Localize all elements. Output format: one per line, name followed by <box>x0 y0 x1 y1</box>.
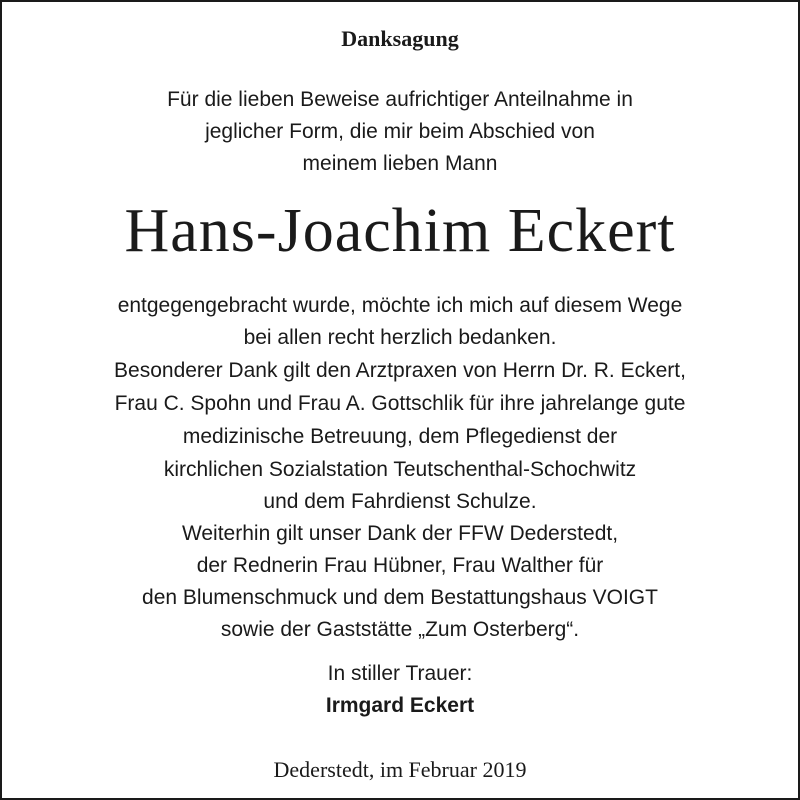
thanks-line: Weiterhin gilt unser Dank der FFW Dederstedt, <box>181 522 619 545</box>
thanks-line: medizinische Betreuung, dem Pflegedienst der <box>182 425 618 448</box>
thanks-line: bei allen recht herzlich bedanken. <box>243 326 557 349</box>
thanks-line: Frau C. Spohn und Frau A. Gottschlik für ihre jahrelange gute <box>114 392 686 415</box>
thanks-line: kirchlichen Sozialstation Teutschenthal-Schochwitz <box>163 458 637 481</box>
thanks-line: der Rednerin Frau Hübner, Frau Walther für <box>196 554 604 577</box>
intro-line: meinem lieben Mann <box>302 152 498 175</box>
thanks-line: den Blumenschmuck und dem Bestattungshaus VOIGT <box>142 586 658 609</box>
thanks-line: entgegengebracht wurde, möchte ich mich auf diesem Wege <box>117 294 683 317</box>
intro-line: Für die lieben Beweise aufrichtiger Anteilnahme in <box>167 88 633 111</box>
deceased-name: Hans-Joachim Eckert <box>124 197 676 265</box>
thanks-line: Besonderer Dank gilt den Arztpraxen von Herrn Dr. R. Eckert, <box>114 359 686 382</box>
place-date: Dederstedt, im Februar 2019 <box>273 757 527 782</box>
thanks-line: sowie der Gaststätte „Zum Osterberg“. <box>220 618 580 641</box>
thanks-line: und dem Fahrdienst Schulze. <box>263 490 537 513</box>
mourning-label: In stiller Trauer: <box>327 662 473 685</box>
heading: Danksagung <box>341 26 459 51</box>
signatory-name: Irmgard Eckert <box>325 694 475 717</box>
intro-line: jeglicher Form, die mir beim Abschied von <box>205 120 595 143</box>
